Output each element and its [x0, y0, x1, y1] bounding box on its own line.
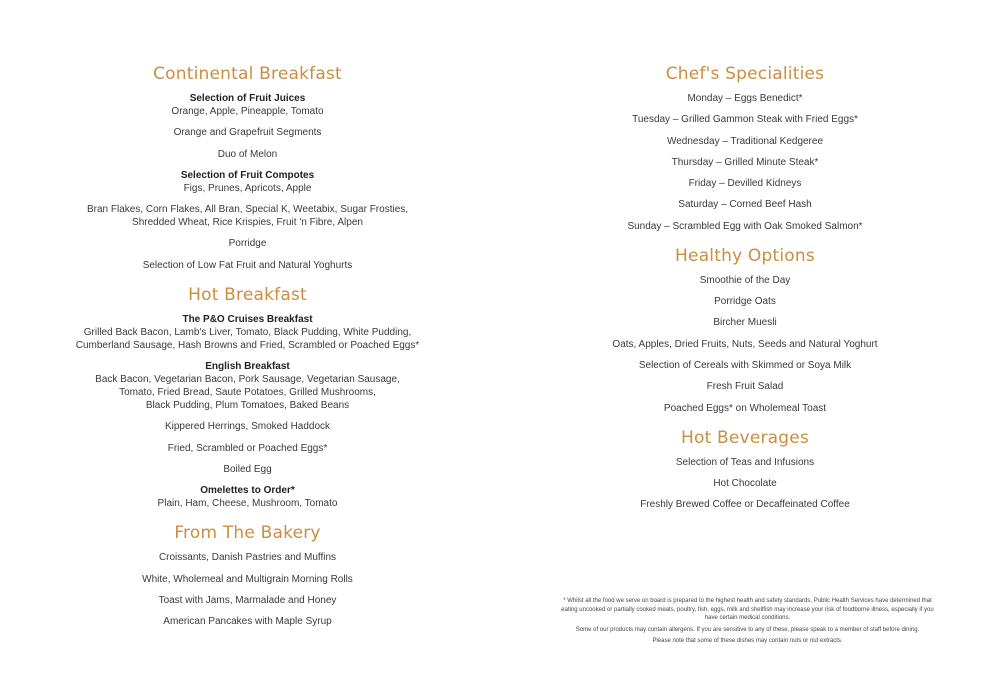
- menu-item-text: Smoothie of the Day: [699, 274, 791, 286]
- menu-item: [60, 551, 435, 564]
- menu-item: [60, 203, 435, 229]
- menu-item-text: Kippered Herrings, Smoked Haddock: [164, 421, 331, 433]
- section-title: Chef's Specialities: [665, 64, 825, 84]
- menu-item-text: Tuesday – Grilled Gammon Steak with Fried Eggs*: [632, 114, 858, 126]
- menu-item-text: Boiled Egg: [223, 463, 272, 475]
- menu-item: [555, 338, 935, 351]
- menu-item-text: Monday – Eggs Benedict*: [687, 93, 803, 104]
- section-chef-s-specialities: [555, 62, 935, 233]
- menu-item-text: Oats, Apples, Dried Fruits, Nuts, Seeds and Natural Yoghurt: [612, 338, 878, 350]
- section-title: Healthy Options: [675, 245, 815, 266]
- menu-item-heading: Omelettes to Order*: [200, 485, 295, 497]
- right-column: [555, 62, 935, 522]
- section-healthy-options: [555, 244, 935, 415]
- menu-item: [555, 113, 935, 126]
- menu-item-text: Thursday – Grilled Minute Steak*: [671, 156, 819, 168]
- menu-item: [555, 198, 935, 211]
- menu-item-text: Porridge Oats: [714, 296, 776, 308]
- menu-item: [60, 259, 435, 272]
- menu-item-text: Freshly Brewed Coffee or Decaffeinated Coffee: [640, 499, 850, 511]
- menu-item-text: Orange and Grapefruit Segments: [173, 127, 322, 139]
- menu-item: [555, 402, 935, 415]
- allergen-notice: Some of our products may contain allergens. If you are sensitive to any of these, please speak to a member of staff before dining.: [575, 626, 920, 633]
- menu-item-text: Wednesday – Traditional Kedgeree: [666, 135, 824, 147]
- section-title: Continental Breakfast: [153, 64, 342, 84]
- menu-item: [555, 498, 935, 511]
- menu-item: [60, 463, 435, 476]
- menu-item-text: Figs, Prunes, Apricots, Apple: [183, 182, 312, 194]
- menu-item-text: Bircher Muesli: [713, 317, 777, 329]
- menu-item-text: American Pancakes with Maple Syrup: [163, 616, 332, 628]
- menu-item-text: Porridge: [228, 238, 267, 250]
- menu-item-text: Hot Chocolate: [713, 477, 777, 489]
- menu-item-text: Black Pudding, Plum Tomatoes, Baked Beans: [145, 400, 350, 412]
- menu-item: [555, 456, 935, 469]
- menu-item-text: Grilled Back Bacon, Lamb's Liver, Tomato, Black Pudding, White Pudding,: [83, 326, 412, 338]
- section-title: Hot Breakfast: [188, 284, 307, 305]
- menu-item: [60, 442, 435, 455]
- section-hot-breakfast: [60, 283, 435, 510]
- menu-item: [60, 594, 435, 607]
- menu-item-text: Bran Flakes, Corn Flakes, All Bran, Special K, Weetabix, Sugar Frosties,: [86, 204, 409, 216]
- menu-item-text: Cumberland Sausage, Hash Browns and Fried, Scrambled or Poached Eggs*: [75, 339, 420, 351]
- menu-item: [555, 359, 935, 372]
- section-hot-beverages: [555, 426, 935, 512]
- section-title: From The Bakery: [174, 523, 321, 544]
- section-title: Hot Beverages: [680, 427, 809, 448]
- menu-item: [60, 126, 435, 139]
- section-from-the-bakery: [60, 521, 435, 628]
- menu-item-text: Selection of Cereals with Skimmed or Soya Milk: [638, 359, 852, 371]
- menu-item-text: Duo of Melon: [217, 148, 278, 160]
- menu-item-text: Fresh Fruit Salad: [706, 381, 784, 393]
- menu-item: [60, 92, 435, 118]
- menu-item: [555, 274, 935, 287]
- menu-item: [555, 135, 935, 148]
- menu-item: [555, 177, 935, 190]
- menu-item-text: Selection of Teas and Infusions: [675, 456, 815, 468]
- menu-item: [60, 615, 435, 628]
- menu-item: [555, 92, 935, 105]
- menu-item: [555, 316, 935, 329]
- left-column: [60, 62, 435, 639]
- menu-item-heading: Selection of Fruit Juices: [189, 93, 306, 104]
- menu-item-heading: The P&O Cruises Breakfast: [182, 313, 313, 325]
- menu-item-text: White, Wholemeal and Multigrain Morning Rolls: [142, 573, 353, 585]
- menu-item-text: Back Bacon, Vegetarian Bacon, Pork Sausage, Vegetarian Sausage,: [95, 374, 400, 386]
- menu-item: [60, 484, 435, 510]
- menu-item-text: Selection of Low Fat Fruit and Natural Yoghurts: [142, 259, 353, 271]
- menu-item: [60, 313, 435, 352]
- menu-item-text: Sunday – Scrambled Egg with Oak Smoked Salmon*: [627, 220, 863, 232]
- menu-item: [60, 360, 435, 412]
- menu-item-text: Tomato, Fried Bread, Saute Potatoes, Grilled Mushrooms,: [119, 387, 376, 399]
- menu-item-text: Fried, Scrambled or Poached Eggs*: [167, 442, 328, 454]
- menu-item-heading: English Breakfast: [205, 361, 290, 373]
- health-disclaimer: * Whilst all the food we serve on board is prepared to the highest health and safety standards, Public Health Services have determined that eating uncooked or partially cooked meats, poultry, fish, eggs, milk and shellfish may increase your risk of foodborne illness, especially if you have certain medical conditions.: [561, 598, 934, 621]
- menu-item-text: Orange, Apple, Pineapple, Tomato: [171, 106, 324, 117]
- menu-item: [60, 148, 435, 161]
- menu-item: [60, 573, 435, 586]
- menu-item: [555, 477, 935, 490]
- section-continental-breakfast: [60, 62, 435, 272]
- menu-item-text: Plain, Ham, Cheese, Mushroom, Tomato: [157, 498, 338, 510]
- menu-item: [555, 156, 935, 169]
- footnotes: [555, 597, 940, 649]
- menu-item: [60, 420, 435, 433]
- menu-item-text: Friday – Devilled Kidneys: [688, 178, 802, 190]
- menu-item: [555, 380, 935, 393]
- menu-item: [60, 237, 435, 250]
- menu-item: [555, 295, 935, 308]
- menu-item-text: Shredded Wheat, Rice Krispies, Fruit 'n Fibre, Alpen: [132, 217, 363, 229]
- menu-item: [555, 220, 935, 233]
- menu-item: [60, 169, 435, 195]
- menu-item-heading: Selection of Fruit Compotes: [180, 169, 315, 181]
- menu-item-text: Croissants, Danish Pastries and Muffins: [158, 552, 337, 564]
- menu-item-text: Poached Eggs* on Wholemeal Toast: [663, 402, 827, 414]
- nut-notice: Please note that some of these dishes may contain nuts or nut extracts.: [652, 638, 843, 644]
- menu-item-text: Toast with Jams, Marmalade and Honey: [158, 594, 337, 606]
- menu-item-text: Saturday – Corned Beef Hash: [678, 199, 812, 211]
